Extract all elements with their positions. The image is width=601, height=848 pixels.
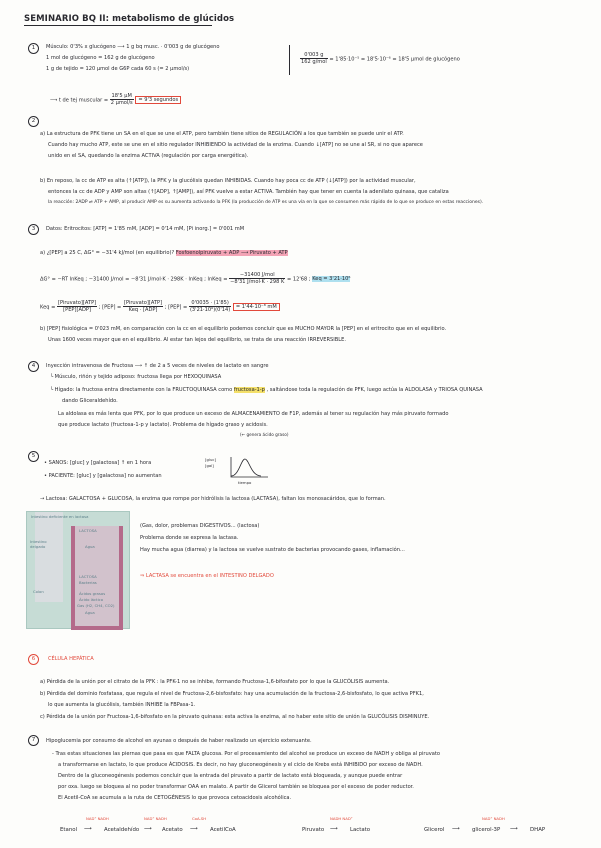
s1-calc-den: 162 g/mol xyxy=(301,59,327,66)
section-7-number: 7 xyxy=(28,735,39,746)
s1-result-pre: ⟶ t de tej muscular = xyxy=(50,97,109,104)
chain-glicerol: Glicerol xyxy=(424,827,445,833)
s1-result-den: 2 μmol/s xyxy=(110,100,133,107)
s3-dg-den: −8'31 J/mol·K · 298 K xyxy=(230,279,285,286)
chain-arrow-5: ⟶ xyxy=(452,826,460,832)
s4-line-6: que produce lactato (fructosa-1-p y lactato). Problema de hígado graso y acidosis. xyxy=(58,422,268,428)
photo-text-6: Bacterias xyxy=(79,580,97,585)
s1-calc-num: 0'003 g xyxy=(300,52,328,59)
s7-line-2: - Tras estas situaciones las piernas que pasa es que FALTA glucosa. Por el procesamiento del alcohol se produce un exceso de NADH y obliga al piruvato xyxy=(52,751,440,757)
s4-line-3-pre: └ Hígado: la fructosa entra directamente con la FRUCTOQUINASA como xyxy=(50,387,233,393)
s6-b-line-1: b) Pérdida del dominio fosfatasa, que regula el nivel de Fructosa-2,6-bisfosfato: hay una acumulación de la fructosa-2,6-bisfosfato, lo que activa PFK1, xyxy=(40,691,424,697)
photo-text-9: Gas (H2, CH4, CO2) xyxy=(77,603,115,608)
s3-k-num-3: 0'0035 · (1'85) xyxy=(189,300,231,307)
s3-k-mid: ; [PEP] = xyxy=(98,304,122,311)
s2-b-line-3: la reacción: 2ADP ⇌ ATP + AMP, al producir AMP es su aumenta activando la PFK (la producción de ATP es una vía en la que se consumen más rápido de lo que se produce en estas reacciones). xyxy=(48,200,484,205)
chain-acetilcoa: AcetilCoA xyxy=(210,827,236,833)
s5-paciente: • PACIENTE: [gluc] y [galactosa] no aumentan xyxy=(44,473,162,479)
s4-line-4: dando Gliceraldehído. xyxy=(62,398,118,404)
s5-glucose-curve xyxy=(229,456,269,480)
section-3-number: 3 xyxy=(28,224,39,235)
s5-graph-x: tiempo xyxy=(238,480,252,485)
s3-k-pre: Keq = xyxy=(40,304,56,311)
s3-pep-result: = 1'44·10⁻⁸ mM xyxy=(233,303,280,311)
s5-problem-3: Hay mucha agua (diarrea) y la lactosa se vuelve sustrato de bacterias provocando gases, inflamación... xyxy=(140,547,405,553)
section-6-number: 6 xyxy=(28,654,39,665)
chain-arrow-3: ⟶ xyxy=(190,826,198,832)
s1-result-num: 18'5 μM xyxy=(111,93,132,99)
s1-calc xyxy=(300,52,460,66)
chain-glicerol-3p: glicerol-3P xyxy=(472,827,501,833)
s3-b-line-2: Unas 1600 veces mayor que en el equilibrio. Al estar tan lejos del equilibrio, se trata de una reacción IRREVERSIBLE. xyxy=(48,337,346,343)
s4-line-3 xyxy=(50,387,483,393)
s5-graph-y2: [gal] xyxy=(205,463,214,468)
chain-piruvato-cofactor: NADH NAD⁺ xyxy=(330,816,353,821)
s7-line-4: Dentro de la gluconeogénesis podemos concluir que la entrada del piruvato a partir de lactato está bloqueada, y aunque puede entrar xyxy=(58,773,403,779)
s2-a-line-1: a) La estructura de PFK tiene un SA en el que se une el ATP, pero también tiene sitios de REGULACIÓN a los que también se puede unir el ATP. xyxy=(40,131,404,137)
s7-line-3: a transformarse en lactato, lo que produce ÁCIDOSIS. Es decir, no hay gluconeogénesis y el ciclo de Krebs está INHIBIDO por exceso de NADH. xyxy=(58,762,423,768)
s1-line-2: 1 mol de glucógeno = 162 g de glucógeno xyxy=(46,55,155,61)
s3-b-line-1: b) [PEP] fisiológica = 0'023 mM, en comparación con la cc en el equilibrio podemos concluir que es MUCHO MAYOR la [PEP] en el eritrocito que en el equilibrio. xyxy=(40,326,447,332)
s4-line-1: Inyección intravenosa de Fructosa ⟶ ↑ de 2 a 5 veces de niveles de lactato en sangre xyxy=(46,363,269,369)
s1-result-box: = 9'3 segundos xyxy=(135,96,181,104)
section-5-number: 5 xyxy=(28,451,39,462)
s5-lactosa: → Lactosa: GALACTOSA + GLUCOSA, la enzima que rompe por hidrólisis la lactosa (LACTASA), faltan los monosacáridos, que lo forman. xyxy=(40,496,386,502)
photo-text-4: Intestino delgado xyxy=(30,539,47,549)
photo-text-1: Intestino deficiente en lactasa xyxy=(31,514,89,519)
chain-acetato: Acetato xyxy=(162,827,183,833)
s3-k-den-2: Keq · [ADP] xyxy=(128,307,158,314)
s1-result xyxy=(50,93,181,107)
chain-acetaldehido-cofactor: NAD⁺ NADH xyxy=(144,816,167,821)
s4-line-3-post: , saltándose toda la regulación de PFK, luego actúa la ALDOLASA y TRIOSA QUINASA xyxy=(266,387,483,393)
s4-line-5: La aldolasa es más lenta que PFK, por lo que produce un exceso de ALMACENAMIENTO de F1P, además al tener su regulación hay más piruvato formado xyxy=(58,411,449,417)
lactase-deficiency-image xyxy=(26,511,130,629)
s3-k-num-1: [Piruvato][ATP] xyxy=(57,300,97,306)
s4-line-2: └ Músculo, riñón y tejido adiposo: fructosa llega por HEXOQUINASA xyxy=(50,374,222,380)
s3-dg xyxy=(40,272,350,286)
s3-k-mid-2: ; [PEP] = xyxy=(164,304,188,311)
s3-dg-num: −31400 J/mol xyxy=(229,272,285,279)
photo-text-5: LACTOSA xyxy=(79,574,97,579)
chain-dhap: DHAP xyxy=(530,827,546,833)
s3-dg-text: ΔG° = −RT lnKeq ; −31400 J/mol = −8'31 J/mol·K · 298K · lnKeq ; lnKeq = xyxy=(40,276,228,283)
s5-sanos: • SANOS: [gluc] y [galactosa] ↑ en 1 hora xyxy=(44,460,152,466)
title-underline xyxy=(24,25,212,26)
s5-lactase-location: ⇒ LACTASA se encuentra en el INTESTINO DELGADO xyxy=(140,573,274,579)
s4-fructose-1p: fructosa-1-p xyxy=(233,387,265,393)
s3-k-den-3: (3'21·10⁶)(0'14) xyxy=(189,307,231,314)
page-title: SEMINARIO BQ II: metabolismo de glúcidos xyxy=(24,14,235,24)
s3-a xyxy=(40,250,288,256)
photo-text-2: LACTOSA xyxy=(79,528,97,533)
s6-c: c) Pérdida de la unión por Fructosa-1,6-bifosfato en la piruvato quinasa: esta activa la enzima, al no haber este sitio de unión la GLUCÓLISIS DISMINUYE. xyxy=(40,714,430,720)
photo-text-3: Agua xyxy=(85,544,95,549)
chain-arrow-2: ⟶ xyxy=(144,826,152,832)
chain-acetaldehido: Acetaldehído xyxy=(104,827,140,833)
s2-a-line-3: unido en el SA, quedando la enzima ACTIVA (regulación por carga energética). xyxy=(48,153,249,159)
section-4-number: 4 xyxy=(28,361,39,372)
s7-line-1: Hipoglucemia por consumo de alcohol en ayunas o después de haber realizado un ejercicio extenuante. xyxy=(46,738,312,744)
s6-a: a) Pérdida de la unión por el citrato de la PFK : la PFK-1 no se inhibe, formando Fructosa-1,6-bifosfato por lo que la GLUCÓLISIS aumenta. xyxy=(40,679,390,685)
s3-dg-res: = 12'68 ; xyxy=(287,276,311,283)
section-1-number: 1 xyxy=(28,43,39,54)
s5-problem-2: Problema donde se expresa la lactasa. xyxy=(140,535,239,541)
s1-line-1: Músculo: 0'3% x glucógeno ⟶ 1 g bq musc. · 0'003 g de glucógeno xyxy=(46,44,220,50)
s2-a-line-2: Cuando hay mucho ATP, este se une en el sitio regulador INHIBIENDO la actividad de la enzima. Cuando ↓[ATP] no se une al SR, si no que aparece xyxy=(48,142,423,148)
chain-arrow-6: ⟶ xyxy=(510,826,518,832)
s2-b-line-2: entonces la cc de ADP y AMP son altas (↑[ADP], ↑[AMP]), así PFK vuelve a estar ACTIVA. También hay que tener en cuenta la adenilato quinasa, que cataliza xyxy=(48,189,449,195)
s5-graph-y1: [gluc] xyxy=(205,457,216,462)
s2-b-line-1: b) En reposo, la cc de ATP es alta (↑[ATP]), la PFK y la glucólisis quedan INHIBIDAS. Cuando hay poca cc de ATP (↓[ATP]) por la actividad muscular, xyxy=(40,178,416,184)
photo-text-7: Ácidos grasos xyxy=(79,591,106,596)
photo-text-11: Colon xyxy=(33,589,44,594)
chain-piruvato: Piruvato xyxy=(302,827,325,833)
chain-lactato: Lactato xyxy=(350,827,371,833)
s3-a-pre: a) ¿[PEP] a 25 C, ΔG° = −31'4 kJ/mol (en equilibrio)? xyxy=(40,250,175,256)
s7-line-5: por oxa. luego se bloquea al no poder transformar OAA en malato. A partir de Glicerol también se bloquea por el exceso de poder reductor. xyxy=(58,784,414,790)
chain-etanol-cofactor: NAD⁺ NADH xyxy=(86,816,109,821)
s3-k-den-1: [PEP][ADP] xyxy=(63,307,91,314)
s1-brace xyxy=(289,45,294,75)
s1-calc-rest: = 1'85·10⁻⁵ = 18'5·10⁻⁶ = 18'5 μmol de glucógeno xyxy=(329,56,460,63)
s1-line-3: 1 g de tejido = 120 μmol de G6P cada 60 s (= 2 μmol/s) xyxy=(46,66,190,72)
chain-etanol: Etanol xyxy=(60,827,78,833)
s6-title: CÉLULA HEPÁTICA xyxy=(48,656,94,662)
photo-text-10: Agua xyxy=(85,610,95,615)
chain-acetato-cofactor: CoA-SH xyxy=(192,816,207,821)
s4-line-7: (← genera ácido graso) xyxy=(240,432,289,437)
chain-glicerol-cofactor: NAD⁺ NADH xyxy=(482,816,505,821)
section-2-number: 2 xyxy=(28,116,39,127)
chain-arrow-4: ⟶ xyxy=(330,826,338,832)
s3-pep xyxy=(40,300,280,314)
photo-text-8: Ácido láctico xyxy=(79,597,104,602)
chain-arrow-1: ⟶ xyxy=(84,826,92,832)
s3-a-reaction: Fosfoenolpiruvato + ADP ⟶ Piruvato + ATP xyxy=(175,250,288,256)
s3-datos: Datos: Eritrocitos: [ATP] = 1'85 mM, [ADP] = 0'14 mM, [Pi inorg.] = 0'001 mM xyxy=(46,226,245,232)
s3-k-num-2: [Piruvato][ATP] xyxy=(123,300,163,306)
s5-problem-1: (Gas, dolor, problemas DIGESTIVOS... (lactosa) xyxy=(140,523,260,529)
s3-keq: Keq = 3'21·10⁶ xyxy=(312,276,351,283)
s6-b-line-2: lo que aumenta la glucólisis, también INHIBE la FBPasa-1. xyxy=(48,702,196,708)
s7-line-6: El Acetil-CoA se acumula a la ruta de CETOGÉNESIS lo que provoca cetoacidosis alcohólica. xyxy=(58,795,292,801)
